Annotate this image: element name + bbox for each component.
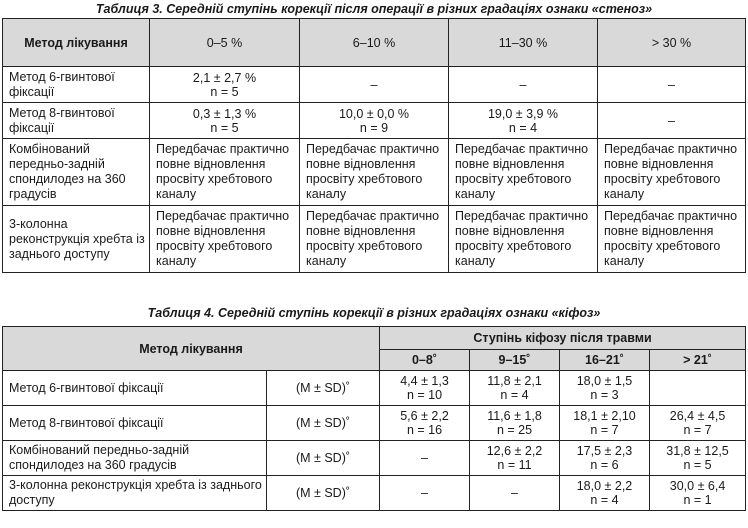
method-cell: Метод 6-гвинтової фіксації: [3, 371, 267, 406]
method-cell: Комбінований передньо-задній спондилодез на 360 градусів: [3, 139, 150, 206]
table4-subheader-9-15: 9–15˚: [470, 350, 560, 371]
value-cell: 17,5 ± 2,3 n = 6: [560, 441, 650, 476]
value-cell: –: [470, 476, 560, 511]
msd-label: (M ± SD)˚: [267, 441, 380, 476]
table-row: [3, 476, 746, 511]
table4-subheader-16-21: 16–21˚: [560, 350, 650, 371]
value-cell: –: [598, 103, 746, 139]
value-cell: 26,4 ± 4,5 n = 7: [650, 406, 746, 441]
text-cell: Передбачає практично повне відновлення просвіту хребтового каналу: [598, 206, 746, 273]
table3-header-method: Метод лікування: [3, 19, 150, 67]
method-cell: Метод 8-гвинтової фіксації: [3, 103, 150, 139]
table-row: [3, 406, 746, 441]
value-cell: –: [598, 67, 746, 103]
value-cell: –: [449, 67, 598, 103]
text-cell: Передбачає практично повне відновлення просвіту хребтового каналу: [598, 139, 746, 206]
table3-header-0-5: 0–5 %: [150, 19, 300, 67]
value-cell: 0,3 ± 1,3 % n = 5: [150, 103, 300, 139]
table-row: [3, 206, 746, 273]
value-cell: 18,0 ± 2,2 n = 4: [560, 476, 650, 511]
value-cell: 11,6 ± 1,8 n = 25: [470, 406, 560, 441]
method-cell: 3-колонна реконструкція хребта із заднього доступу: [3, 206, 150, 273]
value-cell: 12,6 ± 2,2 n = 11: [470, 441, 560, 476]
value-cell: –: [300, 67, 449, 103]
method-cell: Комбінований передньо-задній спондилодез на 360 градусів: [3, 441, 267, 476]
value-cell: 5,6 ± 2,2 n = 16: [380, 406, 470, 441]
method-cell: Метод 8-гвинтової фіксації: [3, 406, 267, 441]
value-cell: 31,8 ± 12,5 n = 5: [650, 441, 746, 476]
table-row: [3, 139, 746, 206]
table4-header-row: [3, 327, 746, 350]
method-cell: Метод 6-гвинтової фіксації: [3, 67, 150, 103]
value-cell: 19,0 ± 3,9 % n = 4: [449, 103, 598, 139]
value-cell: 30,0 ± 6,4 n = 1: [650, 476, 746, 511]
value-cell: 18,0 ± 1,5 n = 3: [560, 371, 650, 406]
table-row: [3, 67, 746, 103]
table-row: [3, 371, 746, 406]
text-cell: Передбачає практично повне відновлення просвіту хребтового каналу: [449, 206, 598, 273]
text-cell: Передбачає практично повне відновлення просвіту хребтового каналу: [150, 206, 300, 273]
table3-header-6-10: 6–10 %: [300, 19, 449, 67]
table4-subheader-over-21: > 21˚: [650, 350, 746, 371]
text-cell: Передбачає практично повне відновлення просвіту хребтового каналу: [300, 206, 449, 273]
msd-label: (M ± SD)˚: [267, 406, 380, 441]
table3-header-over-30: > 30 %: [598, 19, 746, 67]
table3-header-11-30: 11–30 %: [449, 19, 598, 67]
table-row: [3, 103, 746, 139]
value-cell: 2,1 ± 2,7 % n = 5: [150, 67, 300, 103]
table4-subheader-0-8: 0–8˚: [380, 350, 470, 371]
table4: [2, 326, 746, 511]
text-cell: Передбачає практично повне відновлення просвіту хребтового каналу: [150, 139, 300, 206]
value-cell: 4,4 ± 1,3 n = 10: [380, 371, 470, 406]
table4-header-group: Ступінь кіфозу після травми: [380, 327, 746, 350]
table4-header-method: Метод лікування: [3, 327, 380, 371]
msd-label: (M ± SD)˚: [267, 371, 380, 406]
value-cell: –: [380, 441, 470, 476]
msd-label: (M ± SD)˚: [267, 476, 380, 511]
table3-header-row: [3, 19, 746, 67]
value-cell: 11,8 ± 2,1 n = 4: [470, 371, 560, 406]
text-cell: Передбачає практично повне відновлення просвіту хребтового каналу: [449, 139, 598, 206]
table3: [2, 18, 746, 273]
text-cell: Передбачає практично повне відновлення просвіту хребтового каналу: [300, 139, 449, 206]
method-cell: 3-колонна реконструкція хребта із заднього доступу: [3, 476, 267, 511]
value-cell: 18,1 ± 2,10 n = 7: [560, 406, 650, 441]
value-cell: –: [380, 476, 470, 511]
value-cell: 10,0 ± 0,0 % n = 9: [300, 103, 449, 139]
value-cell: [650, 371, 746, 406]
table-row: [3, 441, 746, 476]
table3-caption: Таблиця 3. Середній ступінь корекції після операції в різних градаціях ознаки «стеноз»: [95, 2, 653, 16]
table4-caption: Таблиця 4. Середній ступінь корекції в різних градаціях ознаки «кіфоз»: [147, 306, 601, 320]
